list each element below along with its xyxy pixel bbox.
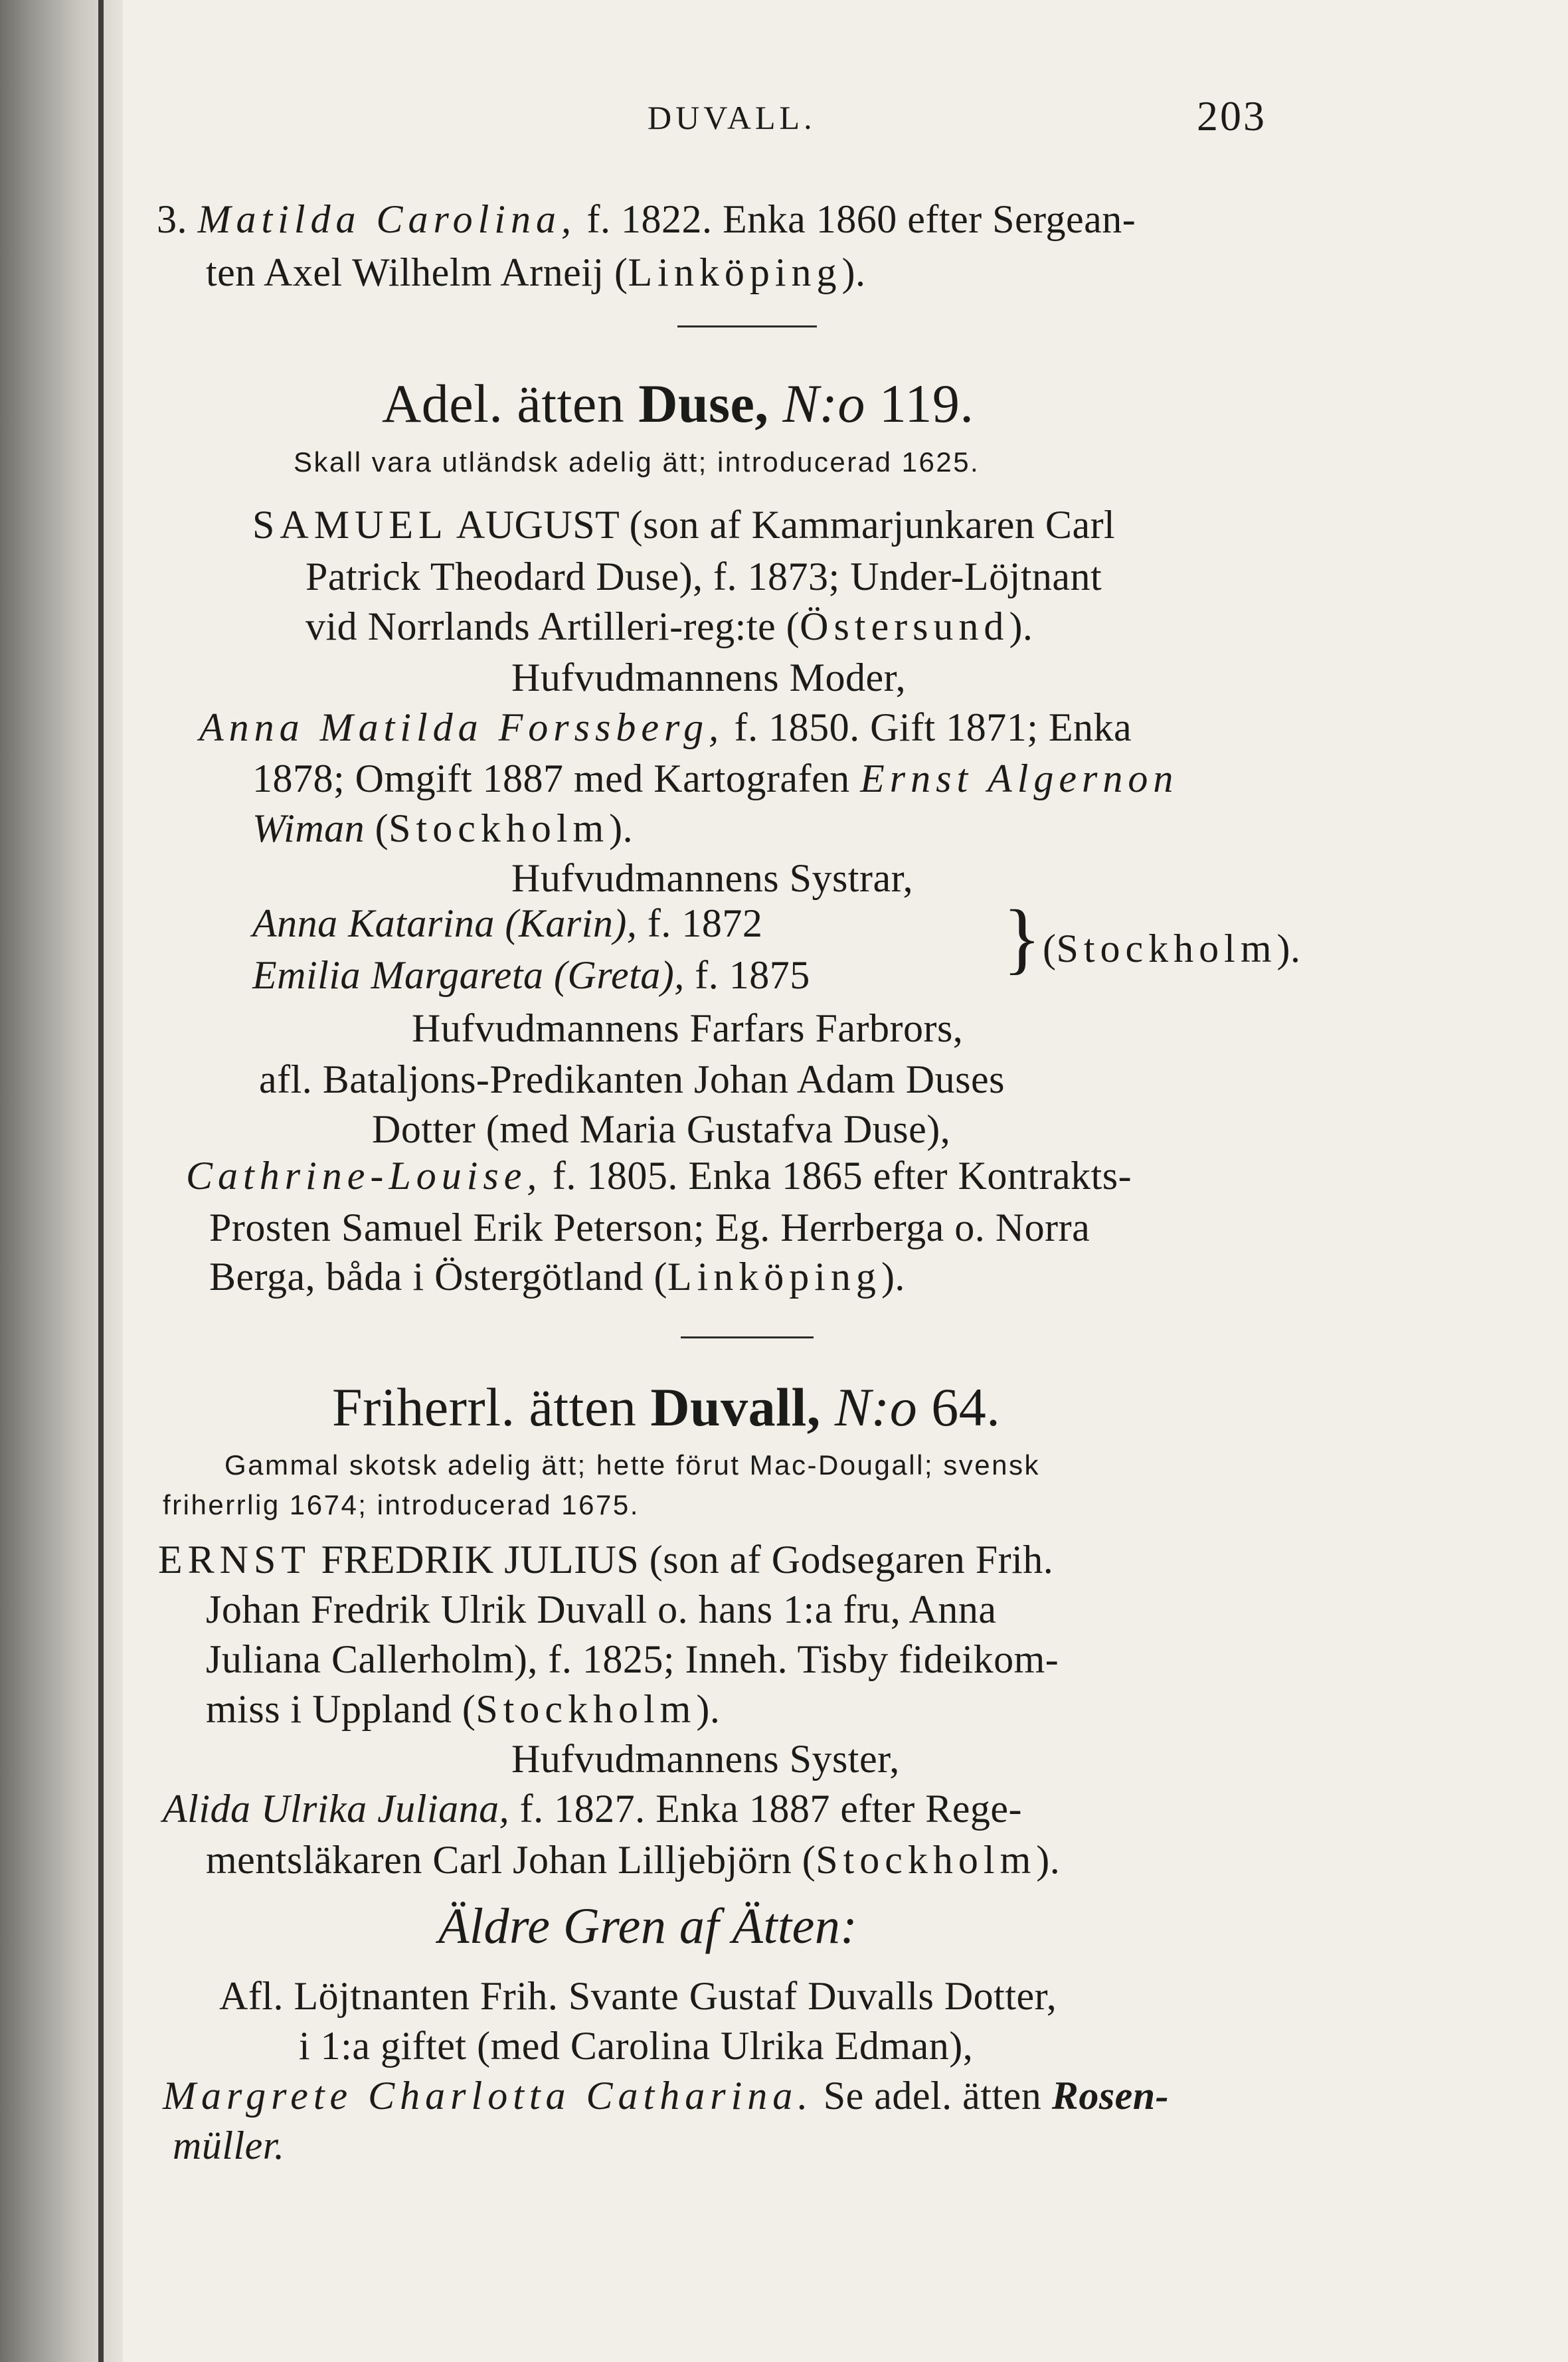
sisters-heading: Hufvudmannens Systrar,: [511, 856, 914, 900]
person-name: Ernst Algernon: [860, 757, 1179, 800]
place-name: Östersund: [800, 604, 1009, 648]
person-name: Margrete Charlotta Catharina.: [163, 2074, 814, 2118]
text: f. 1822. Enka 1860 efter Sergean-: [586, 197, 1136, 241]
number-label: N:o: [834, 1377, 918, 1437]
mother-line-2: [252, 759, 1178, 798]
birth-year: f. 1875: [695, 953, 810, 997]
heading-text: Adel. ätten: [382, 373, 625, 434]
aunt-heading: Hufvudmannens Farfars Farbrors,: [412, 1006, 964, 1050]
aunt-line-3: [186, 1156, 1132, 1196]
entry-number: 3.: [157, 197, 187, 241]
text: miss i Uppland (: [206, 1687, 476, 1731]
running-head-title: DUVALL.: [648, 99, 816, 136]
person-name: SAMUEL: [252, 503, 448, 547]
head-line-3: [305, 606, 1033, 646]
text: (son af Kammarjunkaren Carl: [629, 503, 1116, 547]
person-name: Alida Ulrika Juliana,: [163, 1787, 510, 1831]
family-name: Duvall,: [650, 1377, 821, 1437]
section-heading-duvall: [332, 1377, 1001, 1437]
person-name: JULIUS: [504, 1538, 640, 1582]
mother-heading: Hufvudmannens Moder,: [511, 656, 907, 699]
text: ).: [609, 806, 634, 850]
older-branch-heading: Äldre Gren af Ätten:: [438, 1898, 858, 1954]
head-line-4: [206, 1689, 720, 1729]
brace-glyph: }: [1003, 893, 1041, 982]
text: vid Norrlands Artilleri-reg:te (: [305, 604, 800, 648]
person-name: Emilia Margareta (Greta),: [252, 953, 685, 997]
aunt-line-5: [209, 1257, 905, 1297]
text: (: [1043, 927, 1057, 970]
mother-line-1: [199, 707, 1132, 747]
text: Berga, båda i Östergötland (: [209, 1255, 667, 1299]
family-note-line-1: Gammal skotsk adelig ätt; hette förut Mac-Dougall; svensk: [224, 1449, 1040, 1481]
continuation-line-2: [206, 252, 866, 292]
continuation-line-1: [157, 199, 1136, 239]
text: Se adel. ätten: [823, 2074, 1042, 2118]
person-name: FREDRIK: [321, 1538, 494, 1582]
text: ).: [696, 1687, 721, 1731]
head-line-3: Juliana Callerholm), f. 1825; Inneh. Tisby fideikom-: [206, 1637, 1059, 1681]
family-number: 64.: [931, 1377, 1001, 1437]
head-line-1: [158, 1540, 1053, 1580]
family-number: 119.: [879, 373, 974, 434]
sister-heading: Hufvudmannens Syster,: [511, 1737, 900, 1781]
section-rule: [677, 325, 817, 327]
place-name: Stockholm: [389, 806, 610, 850]
person-name: ERNST: [158, 1538, 311, 1582]
family-name: Duse,: [638, 373, 769, 434]
text: (: [375, 806, 389, 850]
person-name: Anna Katarina (Karin),: [252, 901, 638, 945]
family-note-line-2: friherrlig 1674; introducerad 1675.: [163, 1489, 640, 1520]
sister-line-2: [252, 955, 810, 995]
binding-gutter: [0, 0, 123, 2362]
text: ).: [881, 1255, 905, 1299]
aunt-line-2: Dotter (med Maria Gustafva Duse),: [372, 1107, 951, 1151]
mother-line-3: [252, 808, 633, 848]
text: (son af Godsegaren Frih.: [649, 1538, 1054, 1582]
book-page: [153, 0, 1368, 2362]
person-name: Cathrine-Louise,: [186, 1154, 543, 1198]
head-line-1: [252, 505, 1115, 545]
birth-year: f. 1872: [647, 901, 763, 945]
text: mentsläkaren Carl Johan Lilljebjörn (: [206, 1838, 816, 1882]
place-name: Stockholm: [816, 1838, 1037, 1882]
place-name: Stockholm: [476, 1687, 697, 1731]
binding-edge: [98, 0, 104, 2362]
text: f. 1805. Enka 1865 efter Kontrakts-: [552, 1154, 1132, 1198]
person-name: Wiman: [252, 806, 365, 850]
text: ).: [1276, 927, 1301, 970]
text: ten Axel Wilhelm Arneij (: [206, 250, 628, 294]
aunt-line-1: afl. Bataljons-Predikanten Johan Adam Duses: [259, 1057, 1005, 1101]
sister-line-2: [206, 1840, 1060, 1880]
text: ).: [841, 250, 866, 294]
person-name: Anna Matilda Forssberg,: [199, 705, 725, 749]
place-name: Linköping: [628, 250, 842, 294]
sister-line-1: [163, 1789, 1022, 1829]
text: 1878; Omgift 1887 med Kartografen: [252, 757, 850, 800]
text: ).: [1036, 1838, 1061, 1882]
older-branch-line-1: Afl. Löjtnanten Frih. Svante Gustaf Duvalls Dotter,: [219, 1974, 1057, 2018]
text: f. 1850. Gift 1871; Enka: [734, 705, 1132, 749]
heading-text: Friherrl. ätten: [332, 1377, 637, 1437]
head-line-2: Johan Fredrik Ulrik Duvall o. hans 1:a fru, Anna: [206, 1588, 997, 1631]
aunt-line-4: Prosten Samuel Erik Peterson; Eg. Herrberga o. Norra: [209, 1206, 1090, 1249]
head-line-2: Patrick Theodard Duse), f. 1873; Under-Löjtnant: [305, 555, 1102, 598]
person-name: AUGUST: [456, 503, 620, 547]
older-branch-line-4: müller.: [173, 2124, 285, 2167]
sister-line-1: [252, 903, 762, 943]
place-name: Linköping: [667, 1255, 881, 1299]
sisters-residence: [1043, 929, 1300, 968]
older-branch-line-2: i 1:a giftet (med Carolina Ulrika Edman),: [299, 2024, 974, 2068]
section-heading-duse: [382, 373, 974, 434]
place-name: Stockholm: [1056, 927, 1277, 970]
family-note: Skall vara utländsk adelig ätt; introducerad 1625.: [294, 446, 980, 478]
person-name: Matilda Carolina,: [197, 197, 576, 241]
page-number: 203: [1197, 92, 1266, 139]
text: ).: [1009, 604, 1033, 648]
section-rule: [681, 1336, 814, 1338]
number-label: N:o: [782, 373, 865, 434]
family-reference: Rosen-: [1051, 2074, 1170, 2118]
text: f. 1827. Enka 1887 efter Rege-: [519, 1787, 1023, 1831]
older-branch-line-3: [163, 2076, 1169, 2116]
